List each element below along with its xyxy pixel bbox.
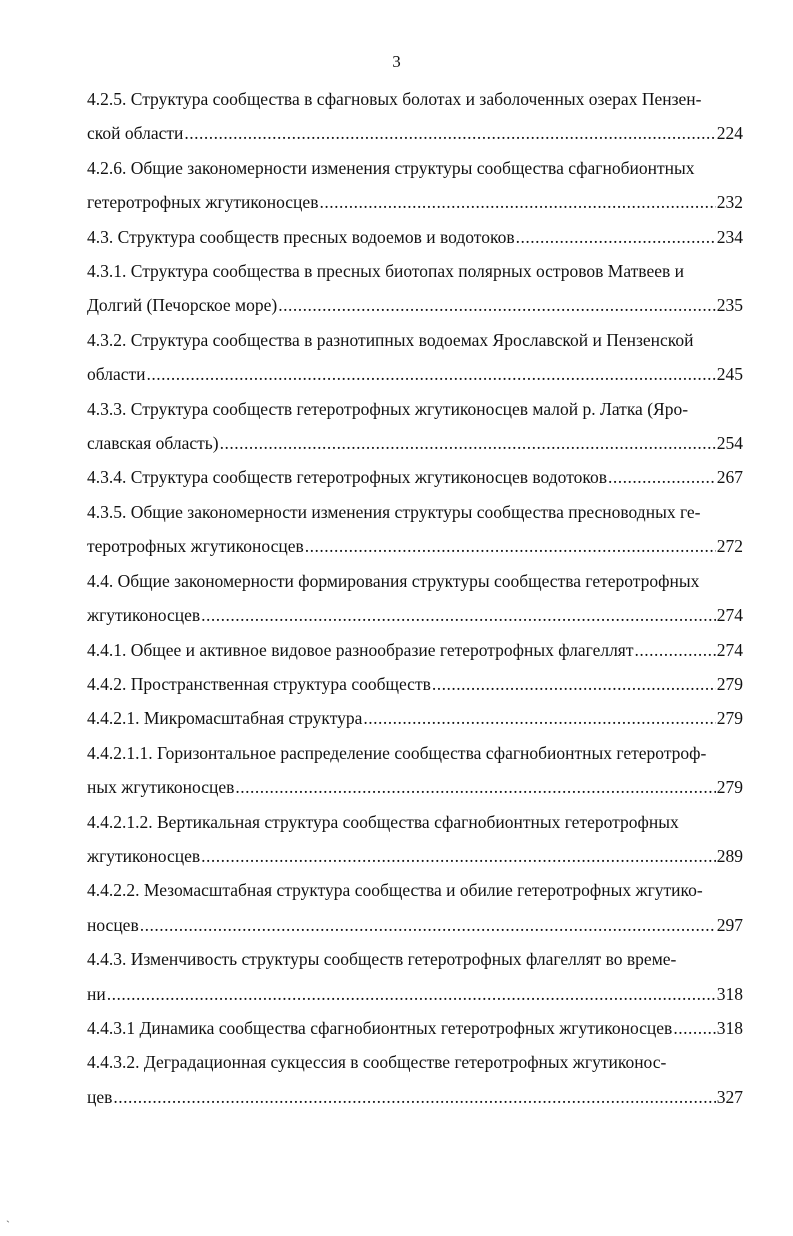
dot-leader [635,633,716,667]
toc-entry-title: носцев [87,914,139,935]
toc-entry-line: 4.4.2.1.1. Горизонтальное распределение сообщества сфагнобионтных гетеротроф- [87,742,707,763]
toc-entry-title: цев [87,1086,113,1107]
toc-entry-title: жгутиконосцев [87,605,201,626]
toc-page-number: 327 [716,1086,743,1107]
toc-entry [87,323,743,392]
toc-entry-leader-line [87,977,743,1011]
dot-leader [220,426,716,460]
toc-page-number: 318 [716,983,743,1004]
toc-entry-title: 4.4.2. Пространственная структура сообществ [87,673,431,694]
toc-entry-leader-line [87,426,743,460]
toc-entry [87,873,743,942]
toc-entry [87,942,743,1011]
dot-leader [201,839,716,873]
dot-leader [147,357,716,391]
dot-leader [673,1011,715,1045]
toc-entry-leader-line [87,1080,743,1114]
dot-leader [432,667,716,701]
toc-page-number: 279 [716,673,743,694]
dot-leader [235,770,715,804]
toc-entry-leader-line [87,598,743,632]
toc-entry-leader-line [87,357,743,391]
toc-entry-leader-line [87,288,743,322]
toc-entry-title: 4.4.1. Общее и активное видовое разнообразие гетеротрофных флагеллят [87,639,634,660]
toc-entry-leader-line [87,701,743,735]
dot-leader [278,288,716,322]
toc-entry-line: 4.3.3. Структура сообществ гетеротрофных жгутиконосцев малой р. Латка (Яро- [87,398,689,419]
toc-page-number: 245 [716,364,743,385]
toc-entry-leader-line [87,220,743,254]
toc-entry-title: Долгий (Печорское море) [87,295,278,316]
toc-entry-title: жгутиконосцев [87,845,201,866]
toc-entry-title: области [87,364,146,385]
toc-entry-leader-line [87,116,743,150]
dot-leader [363,701,715,735]
toc-entry-line: 4.4.3. Изменчивость структуры сообществ гетеротрофных флагеллят во време- [87,949,677,970]
toc-entry-title: ни [87,983,106,1004]
dot-leader [113,1080,715,1114]
dot-leader [107,977,716,1011]
toc-entry-line: 4.3.5. Общие закономерности изменения структуры сообщества пресноводных ге- [87,501,701,522]
toc-entry [87,667,743,701]
scan-artifact: ` [6,1218,10,1232]
table-of-contents [87,82,743,1114]
toc-entry [87,1011,743,1045]
toc-entry-title: 4.3. Структура сообществ пресных водоемов и водотоков [87,226,515,247]
toc-entry-leader-line [87,770,743,804]
toc-entry [87,460,743,494]
toc-page-number: 267 [716,467,743,488]
toc-entry-title: 4.3.4. Структура сообществ гетеротрофных жгутиконосцев водотоков [87,467,607,488]
toc-entry [87,564,743,633]
toc-entry [87,495,743,564]
toc-page-number: 297 [716,914,743,935]
toc-page-number: 235 [716,295,743,316]
dot-leader [608,460,716,494]
toc-page-number: 274 [716,605,743,626]
toc-entry-title: 4.4.3.1 Динамика сообщества сфагнобионтных гетеротрофных жгутиконосцев [87,1017,673,1038]
toc-entry-title: теротрофных жгутиконосцев [87,536,304,557]
toc-entry-leader-line [87,839,743,873]
toc-page-number: 274 [716,639,743,660]
toc-entry-line: 4.4.2.1.2. Вертикальная структура сообщества сфагнобионтных гетеротрофных [87,811,679,832]
toc-entry-line: 4.3.1. Структура сообщества в пресных биотопах полярных островов Матвеев и [87,261,685,282]
toc-entry-title: ных жгутиконосцев [87,777,235,798]
toc-entry-leader-line [87,633,743,667]
toc-entry-line: 4.4.2.2. Мезомасштабная структура сообщества и обилие гетеротрофных жгутико- [87,880,703,901]
toc-entry [87,82,743,151]
toc-page-number: 272 [716,536,743,557]
toc-entry-leader-line [87,529,743,563]
toc-entry-leader-line [87,1011,743,1045]
dot-leader [201,598,716,632]
toc-page-number: 232 [716,192,743,213]
page-number: 3 [392,52,401,71]
dot-leader [305,529,716,563]
toc-entry [87,1045,743,1114]
toc-entry-title: гетеротрофных жгутиконосцев [87,192,319,213]
toc-page-number: 224 [716,123,743,144]
toc-page-number: 279 [716,777,743,798]
toc-entry-title: 4.4.2.1. Микромасштабная структура [87,708,363,729]
toc-entry [87,805,743,874]
dot-leader [184,116,715,150]
toc-entry-line: 4.3.2. Структура сообщества в разнотипных водоемах Ярославской и Пензенской [87,329,694,350]
toc-page-number: 254 [716,433,743,454]
toc-page-number: 279 [716,708,743,729]
toc-entry-line: 4.4. Общие закономерности формирования структуры сообщества гетеротрофных [87,570,700,591]
dot-leader [140,908,716,942]
toc-entry [87,701,743,735]
toc-page-number: 289 [716,845,743,866]
toc-entry [87,151,743,220]
toc-entry-line: 4.4.3.2. Деградационная сукцессия в сообществе гетеротрофных жгутиконос- [87,1052,667,1073]
toc-entry-leader-line [87,460,743,494]
toc-entry [87,633,743,667]
toc-page-number: 234 [716,226,743,247]
toc-entry [87,736,743,805]
toc-entry-leader-line [87,908,743,942]
toc-entry-title: ской области [87,123,184,144]
toc-entry [87,392,743,461]
toc-entry-line: 4.2.5. Структура сообщества в сфагновых болотах и заболоченных озерах Пензен- [87,89,702,109]
toc-entry-title: славская область) [87,433,219,454]
toc-entry-leader-line [87,185,743,219]
toc-entry [87,254,743,323]
dot-leader [516,220,716,254]
toc-entry-line: 4.2.6. Общие закономерности изменения структуры сообщества сфагнобионтных [87,157,695,178]
toc-entry [87,220,743,254]
dot-leader [319,185,715,219]
toc-page-number: 318 [716,1017,743,1038]
toc-entry-leader-line [87,667,743,701]
